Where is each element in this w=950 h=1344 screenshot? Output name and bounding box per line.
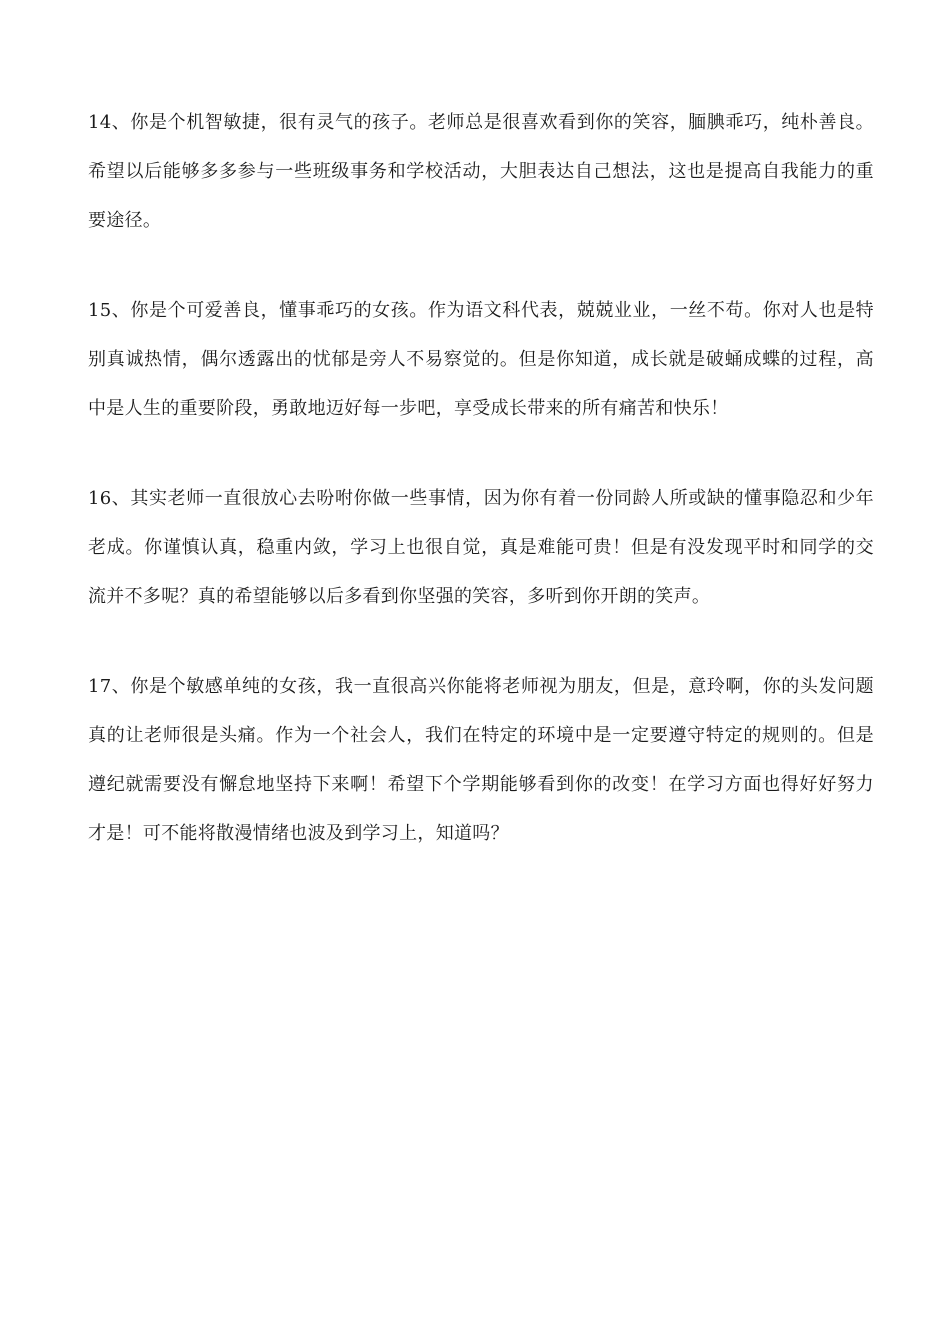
comment-paragraph-15: 15、你是个可爱善良，懂事乖巧的女孩。作为语文科代表，兢兢业业，一丝不苟。你对人也是特别真诚热情，偶尔透露出的忧郁是旁人不易察觉的。但是你知道，成长就是破蛹成蝶的过程，高中是人生的重要阶段，勇敢地迈好每一步吧，享受成长带来的所有痛苦和快乐！	[88, 300, 874, 419]
comment-paragraph-17: 17、你是个敏感单纯的女孩，我一直很高兴你能将老师视为朋友，但是，意玲啊，你的头发问题真的让老师很是头痛。作为一个社会人，我们在特定的环境中是一定要遵守特定的规则的。但是遵纪就需要没有懈怠地坚持下来啊！希望下个学期能够看到你的改变！在学习方面也得好好努力才是！可不能将散漫情绪也波及到学习上，知道吗？	[88, 676, 874, 844]
document-body	[88, 98, 874, 858]
comment-paragraph-14: 14、你是个机智敏捷，很有灵气的孩子。老师总是很喜欢看到你的笑容，腼腆乖巧，纯朴善良。希望以后能够多多参与一些班级事务和学校活动，大胆表达自己想法，这也是提高自我能力的重要途径。	[88, 112, 874, 231]
comment-paragraph-16: 16、其实老师一直很放心去吩咐你做一些事情，因为你有着一份同龄人所或缺的懂事隐忍和少年老成。你谨慎认真，稳重内敛，学习上也很自觉，真是难能可贵！但是有没发现平时和同学的交流并不多呢？真的希望能够以后多看到你坚强的笑容，多听到你开朗的笑声。	[88, 488, 874, 607]
